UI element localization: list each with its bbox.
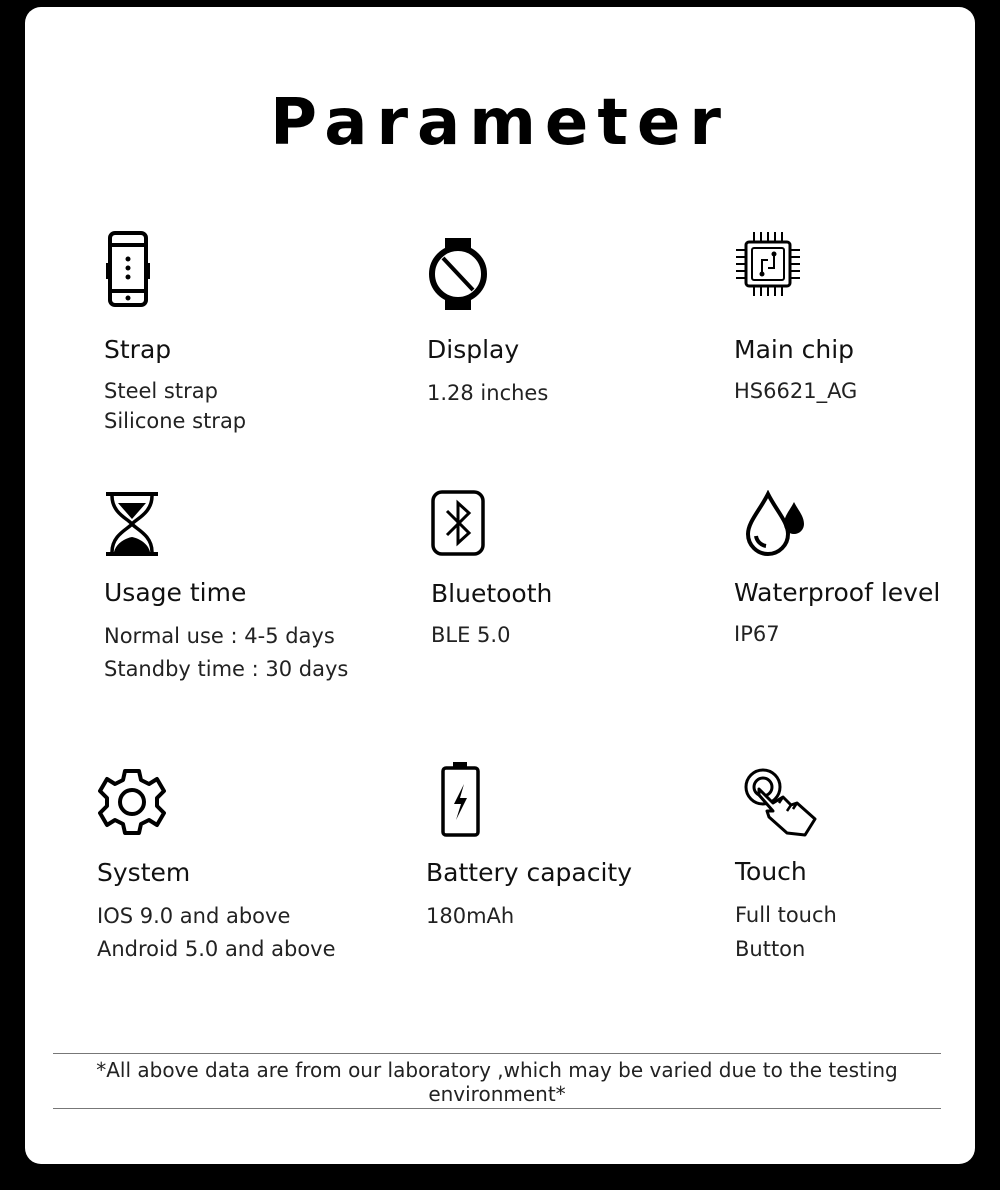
param-value: HS6621_AG bbox=[734, 379, 858, 403]
param-label: Usage time bbox=[104, 578, 247, 607]
param-label: Display bbox=[427, 335, 520, 364]
param-value: IOS 9.0 and above bbox=[97, 904, 291, 928]
gear-icon bbox=[97, 768, 167, 836]
watch-display-icon bbox=[427, 236, 491, 312]
disclaimer-note: *All above data are from our laboratory ,which may be varied due to the testing environment* bbox=[53, 1053, 941, 1109]
strap-icon bbox=[104, 229, 154, 309]
param-value: Android 5.0 and above bbox=[97, 937, 336, 961]
param-value: Steel strap bbox=[104, 379, 218, 403]
param-value: IP67 bbox=[734, 622, 780, 646]
param-label: Touch bbox=[735, 857, 807, 886]
bluetooth-icon bbox=[431, 490, 487, 556]
battery-icon bbox=[426, 760, 486, 838]
touch-hand-icon bbox=[735, 767, 825, 839]
param-value: Normal use : 4-5 days bbox=[104, 624, 335, 648]
param-label: System bbox=[97, 858, 191, 887]
chip-icon bbox=[734, 230, 802, 298]
param-value: Button bbox=[735, 937, 806, 961]
param-label: Strap bbox=[104, 335, 172, 364]
param-label: Bluetooth bbox=[431, 579, 553, 608]
water-drop-icon bbox=[734, 490, 810, 558]
param-label: Main chip bbox=[734, 335, 855, 364]
page-title: Parameter bbox=[270, 86, 730, 160]
param-label: Battery capacity bbox=[426, 858, 633, 887]
param-label: Waterproof level bbox=[734, 578, 941, 607]
param-value: BLE 5.0 bbox=[431, 623, 511, 647]
param-value: Standby time : 30 days bbox=[104, 657, 349, 681]
hourglass-icon bbox=[104, 491, 162, 557]
param-value: Silicone strap bbox=[104, 409, 247, 433]
param-value: 180mAh bbox=[426, 904, 515, 928]
param-value: 1.28 inches bbox=[427, 381, 549, 405]
param-value: Full touch bbox=[735, 903, 837, 927]
